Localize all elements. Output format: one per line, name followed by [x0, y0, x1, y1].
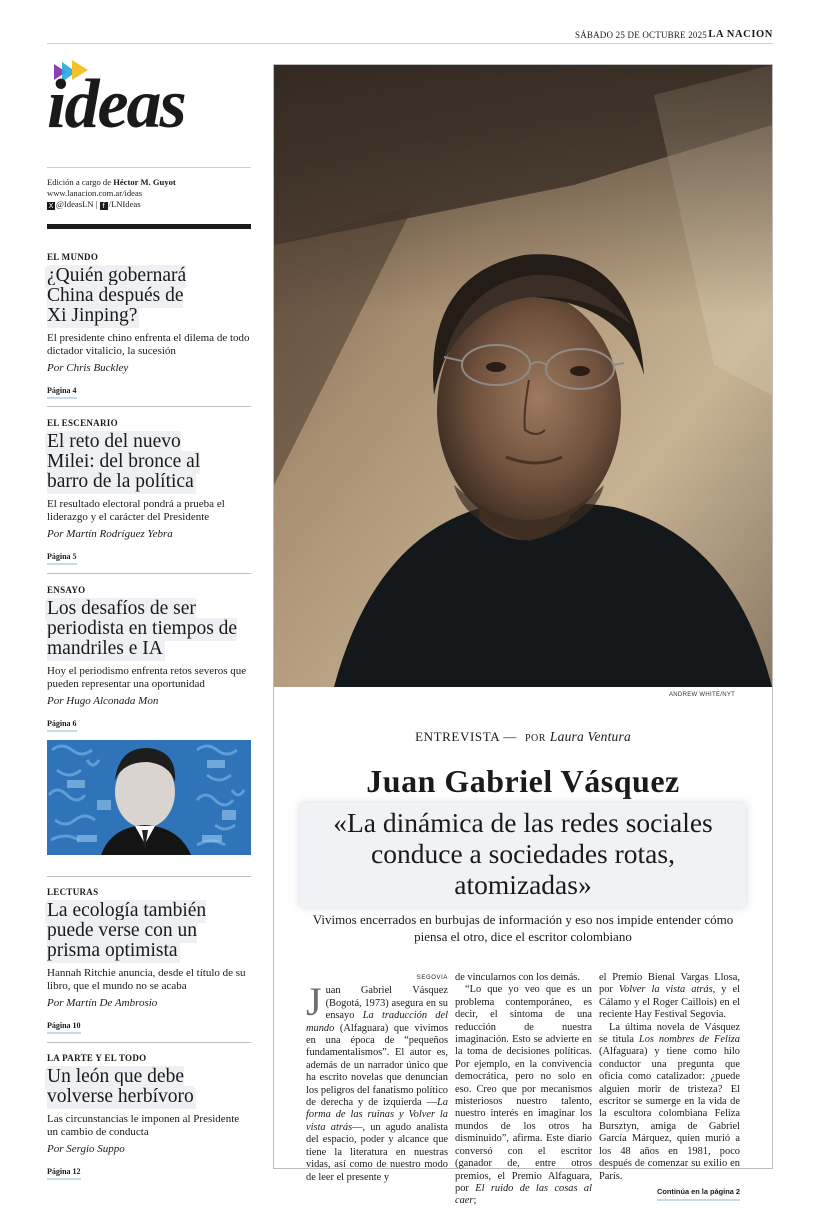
sidebar-story[interactable] — [47, 585, 251, 732]
newspaper-brand[interactable]: LA NACION — [708, 29, 773, 40]
story-headline[interactable]: La ecología también puede verse con un prisma optimista — [47, 900, 207, 961]
body-italic: La forma de las ruinas y Volver la vista atrás — [306, 1097, 448, 1133]
body-text: de vincularnos con los demás. — [455, 972, 580, 983]
body-text: el Premio Bienal Vargas Llosa, por — [599, 972, 740, 996]
sidebar-thick-rule — [47, 224, 251, 229]
sidebar-story[interactable] — [47, 887, 251, 1034]
story-headline[interactable]: Un león que debe volverse herbívoro — [47, 1066, 194, 1107]
ideas-url[interactable]: www.lanacion.com.ar/ideas — [47, 188, 143, 198]
social-separator: | — [95, 199, 98, 209]
sidebar-story[interactable] — [47, 1053, 251, 1180]
illustration-graphic — [47, 740, 251, 855]
body-text: , y el Cálamo y el Roger Caillois) en el reciente Hay Festival Segovia. — [599, 984, 740, 1021]
body-text: (Alfaguara) y tiene como hilo conductor una pregunta que oficia como catalizador: ¿puede alguien morir de tristeza? El escritor se sumerge en la vida de la escultora colombiana Feliza Bursztyn, amiga de Gabriel García Márquez, quien murió a los 48 años en 1981, poco después de comenzar su exilio en París. — [599, 1046, 740, 1182]
story-section: LECTURAS — [47, 887, 99, 897]
story-dek: Hoy el periodismo enfrenta retos severos que pueden representar una oportunidad — [47, 665, 247, 690]
body-italic: Los nombres de Feliza — [638, 1034, 740, 1046]
article-deck: Vivimos encerrados en burbujas de información y eso nos impide entender cómo piensa el otro, dice el escritor colombiano — [312, 912, 734, 944]
x-handle[interactable]: @IdeasLN — [56, 199, 94, 209]
story-section: EL MUNDO — [47, 252, 99, 262]
body-text: “Lo que yo veo que es un problema contemporáneo, es decir, el síntoma de una reducción de nuestra imaginación. Esto se advierte en la toma de decisiones políticas. Por ejemplo, en la convivencia democrática, pero no solo en eso. Creo que por mecanismos misteriosos nuestro talento, nuestro interés en imaginar los mundos de los otros ha disminuido”, afirma. Este diario conversó con el escritor (ganador de, entre otros premios, el Premio Alfaguara, por — [455, 984, 592, 1194]
continue-link[interactable]: Continúa en la página 2 — [657, 1186, 740, 1201]
story-dek: Hannah Ritchie anuncia, desde el título de su libro, que el mundo no se acaba — [47, 967, 246, 992]
sidebar-story[interactable] — [47, 418, 251, 565]
x-logo-icon: X — [48, 202, 54, 210]
divider — [47, 406, 251, 407]
facebook-handle[interactable]: /LNIdeas — [108, 199, 141, 209]
author-portrait-photo[interactable] — [274, 65, 772, 687]
body-italic: La traducción del mundo — [306, 1010, 449, 1034]
story-section: EL ESCENARIO — [47, 418, 118, 428]
body-paragraph — [599, 972, 740, 1022]
body-text: (Alfaguara) que vivimos en una época de “pequeños fundamentalismos”. El autor es, además de un narrador único que ha escrito novelas que denuncian los peligros del fanatismo político de derecha y de izquierda — — [306, 1022, 448, 1109]
story-headline[interactable]: El reto del nuevo Milei: del bronce al barro de la política — [47, 431, 201, 492]
editor-name: Héctor M. Guyot — [113, 177, 176, 187]
masthead-bar — [47, 28, 773, 44]
dateline: SEGOVIA — [416, 975, 448, 981]
facebook-logo-icon: f — [100, 202, 108, 210]
divider — [47, 876, 251, 877]
sidebar-story[interactable] — [47, 252, 251, 399]
body-column-2 — [455, 972, 592, 1208]
story-byline: Por Sergio Suppo — [47, 1143, 125, 1155]
edition-credits — [47, 167, 251, 210]
story-page-link[interactable]: Página 5 — [47, 551, 77, 565]
story-byline: Por Chris Buckley — [47, 362, 129, 374]
story-page-link[interactable]: Página 6 — [47, 718, 77, 732]
story-dek: Las circunstancias le imponen al Presidente un cambio de conducta — [47, 1113, 240, 1138]
edition-date: SÁBADO 25 DE OCTUBRE 2025 — [574, 30, 707, 40]
drop-cap: J — [306, 979, 322, 1025]
story-byline: Por Martín De Ambrosio — [47, 997, 158, 1009]
article-title[interactable]: Juan Gabriel Vásquez — [366, 763, 680, 799]
story-headline[interactable]: ¿Quién gobernará China después de Xi Jinping? — [47, 265, 187, 326]
essay-illustration[interactable] — [47, 740, 251, 855]
body-column-3 — [599, 972, 740, 1201]
body-text: ; — [473, 1195, 477, 1207]
body-paragraph — [455, 984, 592, 1207]
body-paragraph — [599, 1022, 740, 1183]
story-page-link[interactable]: Página 4 — [47, 385, 77, 399]
story-dek: El resultado electoral pondrá a prueba el liderazgo y el carácter del Presidente — [47, 498, 225, 523]
story-byline: Por Hugo Alconada Mon — [47, 695, 159, 707]
body-column-1 — [306, 972, 448, 1184]
editor-prefix: Edición a cargo de — [47, 177, 114, 187]
story-page-link[interactable]: Página 12 — [47, 1166, 81, 1180]
kicker-label: ENTREVISTA — — [415, 729, 517, 744]
social-handles — [47, 199, 251, 210]
section-logo[interactable]: ideas — [47, 66, 185, 143]
portrait-graphic — [274, 65, 772, 687]
article-author[interactable]: Laura Ventura — [549, 729, 631, 744]
body-text: La última novela de Vásquez se titula — [599, 1021, 740, 1046]
divider — [47, 1042, 251, 1043]
story-section: LA PARTE Y EL TODO — [47, 1053, 147, 1063]
story-headline[interactable]: Los desafíos de ser periodista en tiempos de mandriles e IA — [47, 598, 238, 659]
article-quote-headline[interactable]: «La dinámica de las redes sociales conduce a sociedades rotas, atomizadas» — [333, 807, 713, 900]
story-dek: El presidente chino enfrenta el dilema de todo dictador vitalicio, la sucesión — [47, 332, 250, 357]
byline-por: POR — [524, 733, 546, 744]
photo-credit: ANDREW WHITE/NYT — [669, 692, 736, 698]
article-kicker — [274, 729, 772, 745]
story-page-link[interactable]: Página 10 — [47, 1020, 81, 1034]
body-italic: Volver la vista atrás — [618, 984, 713, 996]
story-section: ENSAYO — [47, 585, 86, 595]
body-text: uan Gabriel Vásquez (Bogotá, 1973) asegura en su ensayo — [325, 985, 448, 1022]
body-text: —, un agudo analista del espacio, poder y alcance que tiene la literatura en nuestras vidas, así como de nuestro modo de leer el presente y — [306, 1121, 448, 1183]
story-byline: Por Martín Rodríguez Yebra — [47, 528, 173, 540]
divider — [47, 573, 251, 574]
editor-line — [47, 177, 251, 188]
body-italic: El ruido de las cosas al caer — [455, 1182, 592, 1207]
